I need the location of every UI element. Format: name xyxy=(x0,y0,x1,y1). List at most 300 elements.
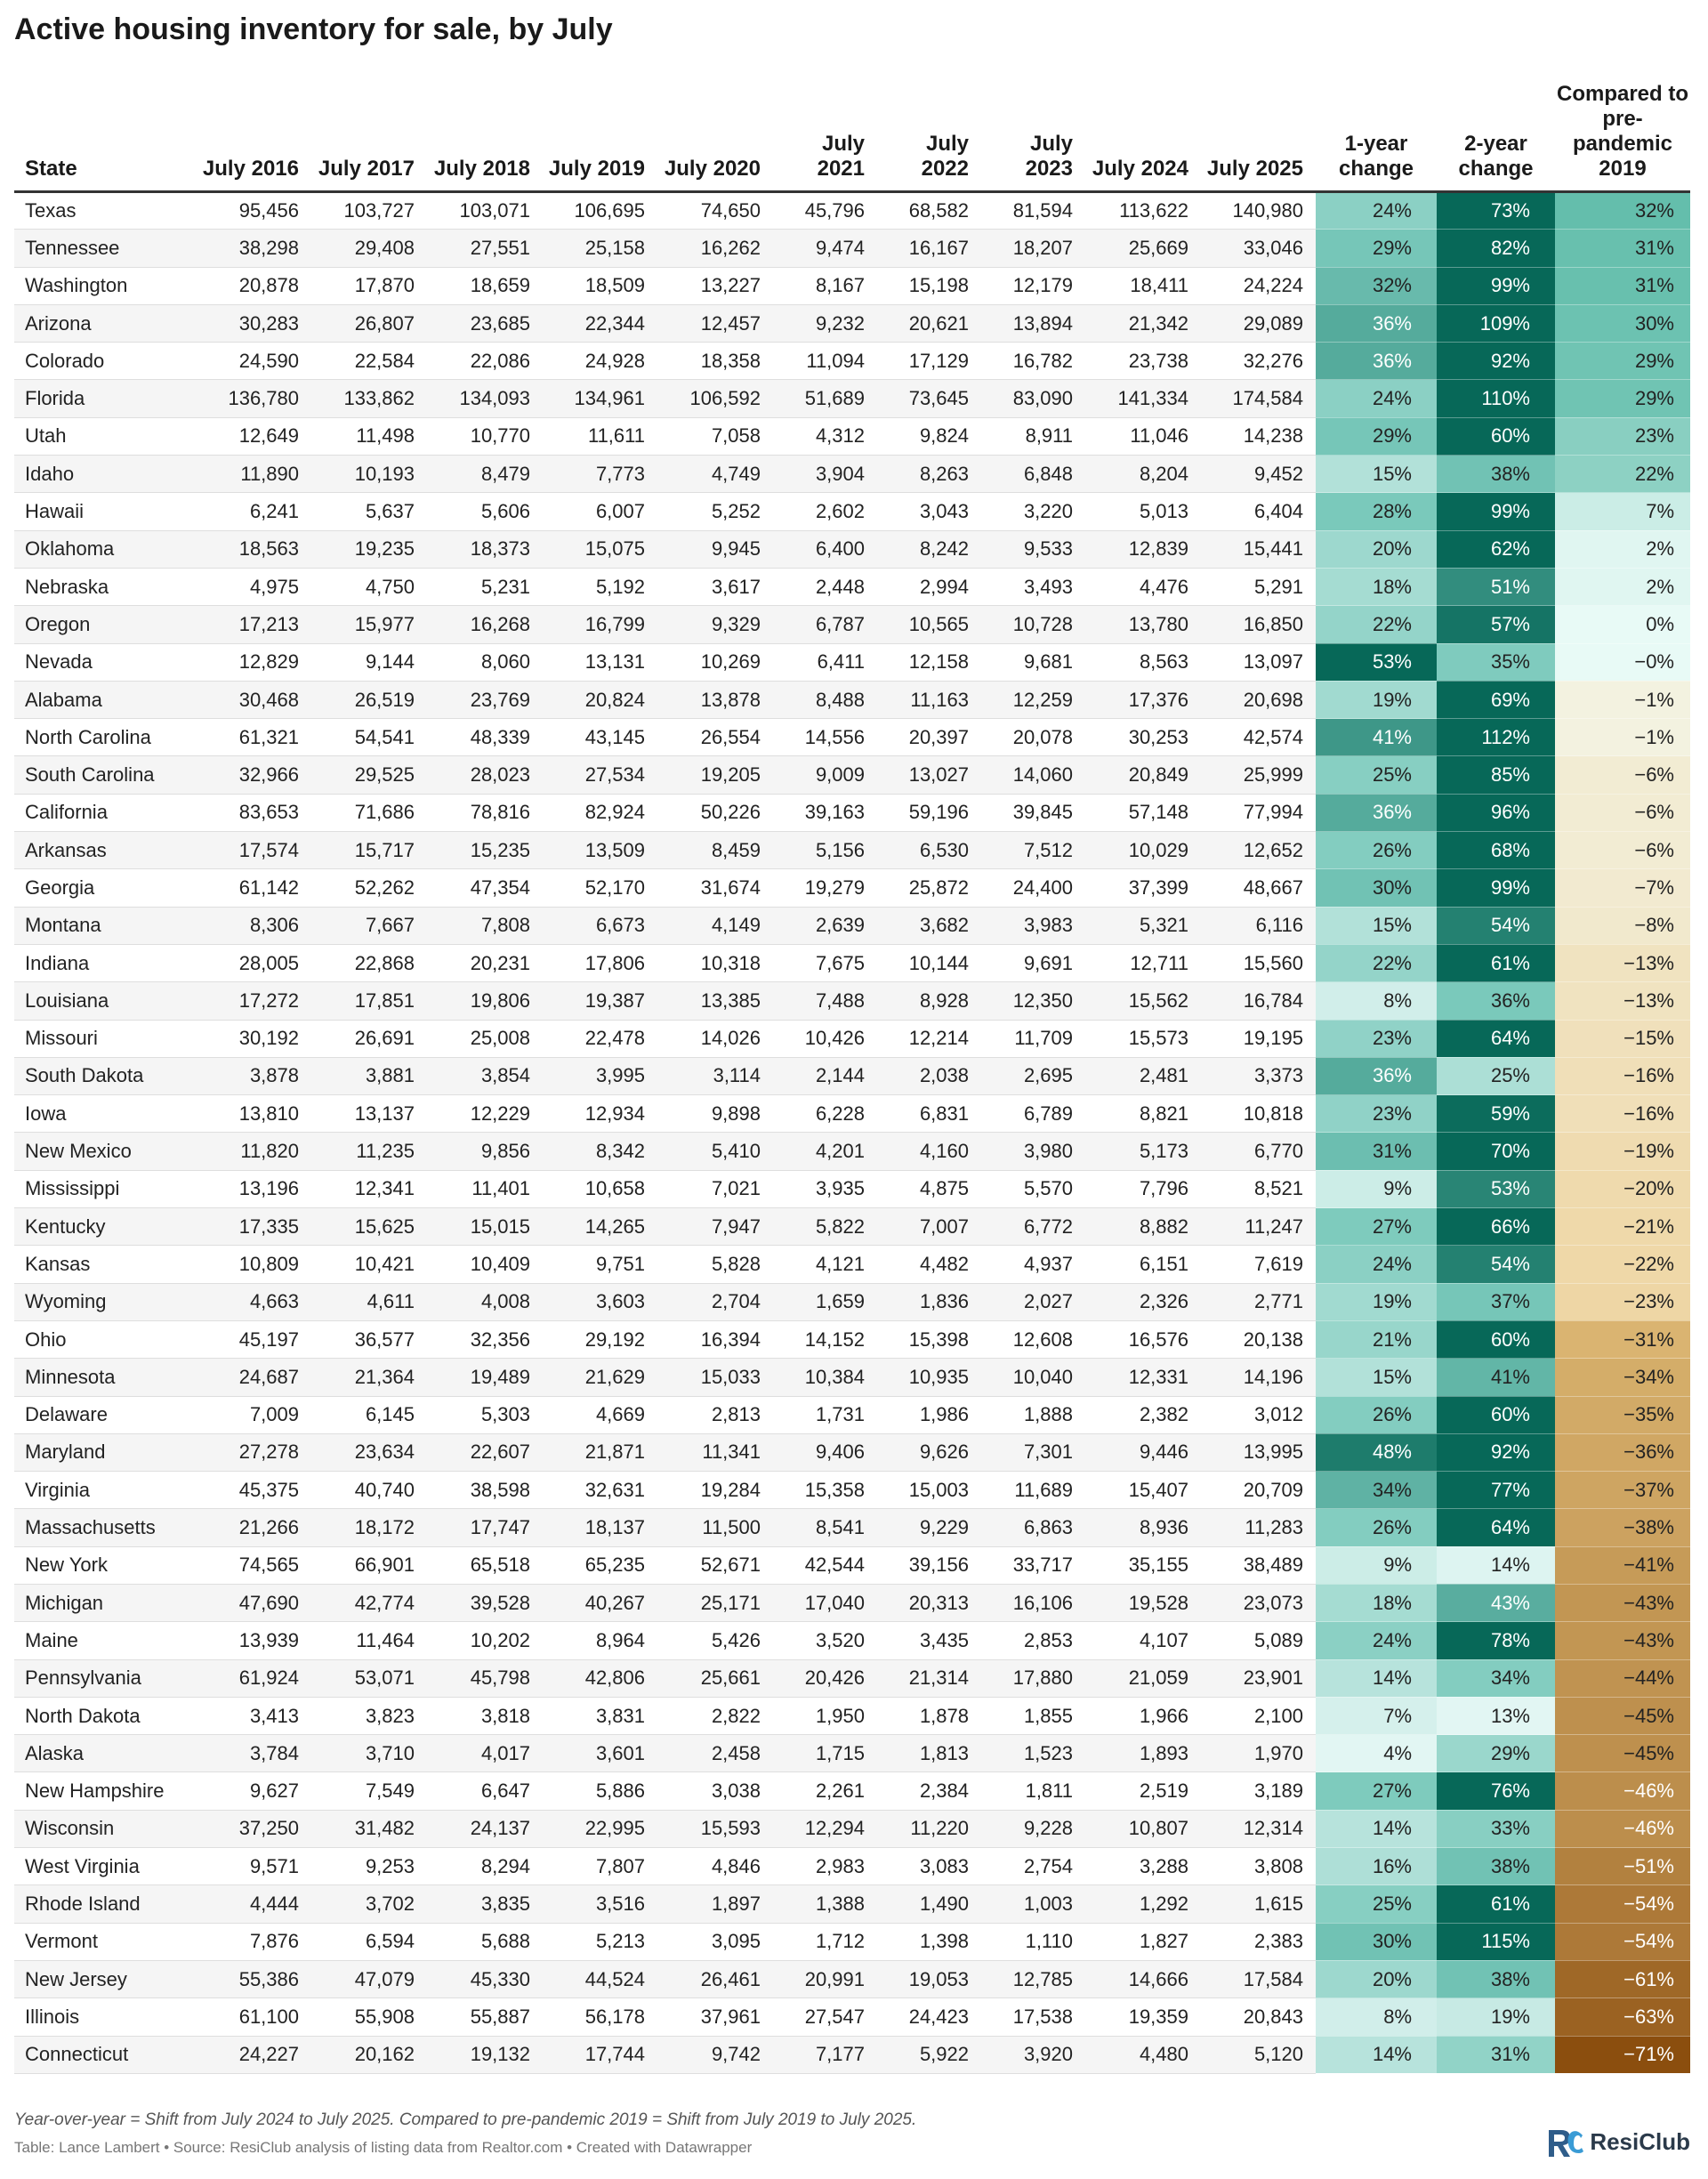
inventory-value-cell: 14,196 xyxy=(1201,1359,1316,1396)
one-year-change-cell: 19% xyxy=(1316,1283,1437,1320)
inventory-value-cell: 16,268 xyxy=(427,606,543,643)
inventory-value-cell: 13,385 xyxy=(657,982,773,1020)
inventory-value-cell: 11,464 xyxy=(311,1622,427,1659)
inventory-value-cell: 9,945 xyxy=(657,530,773,568)
two-year-change-cell: 61% xyxy=(1437,1885,1555,1923)
inventory-value-cell: 18,509 xyxy=(543,267,657,304)
inventory-value-cell: 2,822 xyxy=(657,1697,773,1734)
two-year-change-cell: 33% xyxy=(1437,1810,1555,1847)
inventory-value-cell: 45,798 xyxy=(427,1659,543,1697)
inventory-value-cell: 13,894 xyxy=(981,304,1085,342)
inventory-value-cell: 8,882 xyxy=(1085,1208,1201,1246)
inventory-value-cell: 13,509 xyxy=(543,832,657,869)
inventory-value-cell: 7,301 xyxy=(981,1433,1085,1471)
inventory-value-cell: 73,645 xyxy=(877,380,981,417)
inventory-value-cell: 5,688 xyxy=(427,1923,543,1960)
inventory-value-cell: 20,426 xyxy=(773,1659,877,1697)
inventory-value-cell: 9,751 xyxy=(543,1246,657,1283)
inventory-value-cell: 12,214 xyxy=(877,1020,981,1057)
inventory-value-cell: 5,252 xyxy=(657,493,773,530)
state-cell: Wisconsin xyxy=(14,1810,199,1847)
state-cell: Colorado xyxy=(14,343,199,380)
inventory-value-cell: 11,283 xyxy=(1201,1509,1316,1546)
inventory-value-cell: 5,606 xyxy=(427,493,543,530)
one-year-change-cell: 29% xyxy=(1316,230,1437,267)
inventory-value-cell: 38,489 xyxy=(1201,1546,1316,1584)
inventory-value-cell: 16,394 xyxy=(657,1320,773,1358)
pre-pandemic-change-cell: −45% xyxy=(1555,1735,1690,1772)
pre-pandemic-change-cell: −35% xyxy=(1555,1396,1690,1433)
inventory-value-cell: 19,387 xyxy=(543,982,657,1020)
inventory-value-cell: 11,247 xyxy=(1201,1208,1316,1246)
inventory-value-cell: 1,888 xyxy=(981,1396,1085,1433)
table-row xyxy=(14,2036,1690,2073)
two-year-change-cell: 54% xyxy=(1437,1246,1555,1283)
inventory-value-cell: 3,983 xyxy=(981,907,1085,944)
inventory-value-cell: 14,265 xyxy=(543,1208,657,1246)
column-header: July 2020 xyxy=(657,82,773,192)
pre-pandemic-change-cell: 7% xyxy=(1555,493,1690,530)
inventory-value-cell: 23,073 xyxy=(1201,1584,1316,1621)
inventory-value-cell: 1,836 xyxy=(877,1283,981,1320)
inventory-value-cell: 8,242 xyxy=(877,530,981,568)
inventory-value-cell: 28,005 xyxy=(199,944,311,981)
state-cell: North Dakota xyxy=(14,1697,199,1734)
table-row xyxy=(14,1923,1690,1960)
column-header: 1-year change xyxy=(1316,82,1437,192)
inventory-value-cell: 6,770 xyxy=(1201,1133,1316,1170)
state-cell: Kentucky xyxy=(14,1208,199,1246)
page-title: Active housing inventory for sale, by July xyxy=(14,12,613,46)
column-header: July 2018 xyxy=(427,82,543,192)
inventory-value-cell: 12,179 xyxy=(981,267,1085,304)
inventory-value-cell: 24,224 xyxy=(1201,267,1316,304)
inventory-value-cell: 10,770 xyxy=(427,417,543,455)
inventory-value-cell: 4,444 xyxy=(199,1885,311,1923)
two-year-change-cell: 36% xyxy=(1437,982,1555,1020)
inventory-value-cell: 33,717 xyxy=(981,1546,1085,1584)
inventory-value-cell: 174,584 xyxy=(1201,380,1316,417)
inventory-value-cell: 1,878 xyxy=(877,1697,981,1734)
inventory-value-cell: 8,263 xyxy=(877,456,981,493)
one-year-change-cell: 27% xyxy=(1316,1208,1437,1246)
inventory-value-cell: 3,784 xyxy=(199,1735,311,1772)
inventory-value-cell: 17,870 xyxy=(311,267,427,304)
inventory-value-cell: 1,523 xyxy=(981,1735,1085,1772)
inventory-value-cell: 15,562 xyxy=(1085,982,1201,1020)
two-year-change-cell: 109% xyxy=(1437,304,1555,342)
table-row xyxy=(14,869,1690,907)
one-year-change-cell: 22% xyxy=(1316,606,1437,643)
inventory-value-cell: 30,468 xyxy=(199,681,311,718)
state-cell: Hawaii xyxy=(14,493,199,530)
one-year-change-cell: 26% xyxy=(1316,832,1437,869)
inventory-value-cell: 17,040 xyxy=(773,1584,877,1621)
two-year-change-cell: 96% xyxy=(1437,794,1555,831)
inventory-value-cell: 9,406 xyxy=(773,1433,877,1471)
inventory-value-cell: 16,782 xyxy=(981,343,1085,380)
inventory-value-cell: 23,738 xyxy=(1085,343,1201,380)
inventory-value-cell: 20,709 xyxy=(1201,1472,1316,1509)
inventory-value-cell: 16,850 xyxy=(1201,606,1316,643)
inventory-value-cell: 11,820 xyxy=(199,1133,311,1170)
inventory-value-cell: 21,342 xyxy=(1085,304,1201,342)
state-cell: Tennessee xyxy=(14,230,199,267)
state-cell: New Hampshire xyxy=(14,1772,199,1810)
pre-pandemic-change-cell: −0% xyxy=(1555,643,1690,681)
inventory-value-cell: 12,158 xyxy=(877,643,981,681)
inventory-value-cell: 26,461 xyxy=(657,1960,773,1997)
one-year-change-cell: 8% xyxy=(1316,1998,1437,2036)
pre-pandemic-change-cell: 0% xyxy=(1555,606,1690,643)
state-cell: Michigan xyxy=(14,1584,199,1621)
two-year-change-cell: 53% xyxy=(1437,1170,1555,1207)
one-year-change-cell: 18% xyxy=(1316,1584,1437,1621)
two-year-change-cell: 78% xyxy=(1437,1622,1555,1659)
inventory-value-cell: 33,046 xyxy=(1201,230,1316,267)
inventory-value-cell: 8,821 xyxy=(1085,1095,1201,1133)
inventory-value-cell: 11,094 xyxy=(773,343,877,380)
inventory-value-cell: 3,617 xyxy=(657,568,773,605)
inventory-value-cell: 106,695 xyxy=(543,192,657,230)
inventory-value-cell: 43,145 xyxy=(543,719,657,756)
inventory-value-cell: 13,027 xyxy=(877,756,981,794)
inventory-value-cell: 6,647 xyxy=(427,1772,543,1810)
one-year-change-cell: 30% xyxy=(1316,869,1437,907)
inventory-value-cell: 1,398 xyxy=(877,1923,981,1960)
column-header: Compared to pre-pandemic 2019 xyxy=(1555,82,1690,192)
inventory-value-cell: 4,312 xyxy=(773,417,877,455)
inventory-value-cell: 42,574 xyxy=(1201,719,1316,756)
inventory-value-cell: 25,872 xyxy=(877,869,981,907)
one-year-change-cell: 22% xyxy=(1316,944,1437,981)
inventory-value-cell: 4,480 xyxy=(1085,2036,1201,2073)
column-header: July 2025 xyxy=(1201,82,1316,192)
state-cell: Iowa xyxy=(14,1095,199,1133)
table-row xyxy=(14,343,1690,380)
table-row xyxy=(14,493,1690,530)
inventory-value-cell: 16,799 xyxy=(543,606,657,643)
state-cell: Missouri xyxy=(14,1020,199,1057)
state-cell: Alaska xyxy=(14,1735,199,1772)
one-year-change-cell: 27% xyxy=(1316,1772,1437,1810)
inventory-value-cell: 20,824 xyxy=(543,681,657,718)
inventory-value-cell: 55,908 xyxy=(311,1998,427,2036)
inventory-value-cell: 8,060 xyxy=(427,643,543,681)
one-year-change-cell: 20% xyxy=(1316,1960,1437,1997)
two-year-change-cell: 38% xyxy=(1437,456,1555,493)
inventory-value-cell: 6,789 xyxy=(981,1095,1085,1133)
inventory-value-cell: 68,582 xyxy=(877,192,981,230)
state-cell: Ohio xyxy=(14,1320,199,1358)
state-cell: Illinois xyxy=(14,1998,199,2036)
inventory-value-cell: 5,192 xyxy=(543,568,657,605)
table-row xyxy=(14,380,1690,417)
inventory-value-cell: 4,937 xyxy=(981,1246,1085,1283)
inventory-value-cell: 9,681 xyxy=(981,643,1085,681)
inventory-value-cell: 6,007 xyxy=(543,493,657,530)
one-year-change-cell: 20% xyxy=(1316,530,1437,568)
pre-pandemic-change-cell: −6% xyxy=(1555,794,1690,831)
inventory-value-cell: 11,689 xyxy=(981,1472,1085,1509)
inventory-value-cell: 23,769 xyxy=(427,681,543,718)
inventory-value-cell: 16,576 xyxy=(1085,1320,1201,1358)
inventory-value-cell: 52,170 xyxy=(543,869,657,907)
inventory-value-cell: 9,571 xyxy=(199,1848,311,1885)
inventory-value-cell: 22,478 xyxy=(543,1020,657,1057)
inventory-value-cell: 15,015 xyxy=(427,1208,543,1246)
inventory-value-cell: 5,321 xyxy=(1085,907,1201,944)
inventory-value-cell: 55,386 xyxy=(199,1960,311,1997)
inventory-value-cell: 3,920 xyxy=(981,2036,1085,2073)
inventory-value-cell: 44,524 xyxy=(543,1960,657,1997)
inventory-value-cell: 9,626 xyxy=(877,1433,981,1471)
inventory-value-cell: 10,202 xyxy=(427,1622,543,1659)
two-year-change-cell: 13% xyxy=(1437,1697,1555,1734)
inventory-value-cell: 20,138 xyxy=(1201,1320,1316,1358)
inventory-value-cell: 7,009 xyxy=(199,1396,311,1433)
state-cell: New York xyxy=(14,1546,199,1584)
inventory-value-cell: 83,653 xyxy=(199,794,311,831)
inventory-value-cell: 20,231 xyxy=(427,944,543,981)
inventory-value-cell: 38,598 xyxy=(427,1472,543,1509)
inventory-value-cell: 6,673 xyxy=(543,907,657,944)
inventory-value-cell: 20,078 xyxy=(981,719,1085,756)
inventory-value-cell: 103,727 xyxy=(311,192,427,230)
two-year-change-cell: 41% xyxy=(1437,1359,1555,1396)
inventory-value-cell: 13,810 xyxy=(199,1095,311,1133)
state-cell: Arizona xyxy=(14,304,199,342)
pre-pandemic-change-cell: 2% xyxy=(1555,530,1690,568)
state-cell: South Dakota xyxy=(14,1057,199,1094)
inventory-value-cell: 48,667 xyxy=(1201,869,1316,907)
inventory-value-cell: 12,259 xyxy=(981,681,1085,718)
inventory-value-cell: 3,038 xyxy=(657,1772,773,1810)
inventory-value-cell: 5,426 xyxy=(657,1622,773,1659)
inventory-value-cell: 7,947 xyxy=(657,1208,773,1246)
inventory-value-cell: 20,162 xyxy=(311,2036,427,2073)
two-year-change-cell: 70% xyxy=(1437,1133,1555,1170)
inventory-value-cell: 61,100 xyxy=(199,1998,311,2036)
inventory-value-cell: 134,093 xyxy=(427,380,543,417)
state-cell: Nevada xyxy=(14,643,199,681)
state-cell: Rhode Island xyxy=(14,1885,199,1923)
inventory-value-cell: 3,818 xyxy=(427,1697,543,1734)
one-year-change-cell: 9% xyxy=(1316,1170,1437,1207)
column-header: July 2024 xyxy=(1085,82,1201,192)
inventory-value-cell: 10,935 xyxy=(877,1359,981,1396)
inventory-value-cell: 45,796 xyxy=(773,192,877,230)
pre-pandemic-change-cell: −6% xyxy=(1555,756,1690,794)
inventory-value-cell: 10,029 xyxy=(1085,832,1201,869)
inventory-value-cell: 7,058 xyxy=(657,417,773,455)
inventory-value-cell: 83,090 xyxy=(981,380,1085,417)
pre-pandemic-change-cell: −71% xyxy=(1555,2036,1690,2073)
inventory-value-cell: 2,983 xyxy=(773,1848,877,1885)
inventory-value-cell: 1,966 xyxy=(1085,1697,1201,1734)
inventory-value-cell: 30,192 xyxy=(199,1020,311,1057)
inventory-value-cell: 10,426 xyxy=(773,1020,877,1057)
inventory-value-cell: 21,871 xyxy=(543,1433,657,1471)
two-year-change-cell: 68% xyxy=(1437,832,1555,869)
inventory-value-cell: 81,594 xyxy=(981,192,1085,230)
inventory-value-cell: 14,060 xyxy=(981,756,1085,794)
two-year-change-cell: 85% xyxy=(1437,756,1555,794)
inventory-value-cell: 2,384 xyxy=(877,1772,981,1810)
inventory-value-cell: 3,189 xyxy=(1201,1772,1316,1810)
inventory-value-cell: 103,071 xyxy=(427,192,543,230)
inventory-value-cell: 12,331 xyxy=(1085,1359,1201,1396)
inventory-value-cell: 2,326 xyxy=(1085,1283,1201,1320)
inventory-value-cell: 7,549 xyxy=(311,1772,427,1810)
inventory-value-cell: 1,950 xyxy=(773,1697,877,1734)
inventory-value-cell: 3,288 xyxy=(1085,1848,1201,1885)
inventory-value-cell: 10,040 xyxy=(981,1359,1085,1396)
inventory-value-cell: 17,129 xyxy=(877,343,981,380)
inventory-value-cell: 9,009 xyxy=(773,756,877,794)
one-year-change-cell: 21% xyxy=(1316,1320,1437,1358)
state-cell: Oregon xyxy=(14,606,199,643)
one-year-change-cell: 14% xyxy=(1316,1659,1437,1697)
inventory-value-cell: 9,253 xyxy=(311,1848,427,1885)
inventory-value-cell: 8,167 xyxy=(773,267,877,304)
inventory-value-cell: 5,410 xyxy=(657,1133,773,1170)
table-row xyxy=(14,1735,1690,1772)
pre-pandemic-change-cell: −1% xyxy=(1555,719,1690,756)
inventory-value-cell: 74,650 xyxy=(657,192,773,230)
inventory-value-cell: 10,807 xyxy=(1085,1810,1201,1847)
inventory-value-cell: 1,986 xyxy=(877,1396,981,1433)
footnote: Year-over-year = Shift from July 2024 to July 2025. Compared to pre-pandemic 2019 = Shift from July 2019 to July 2025. xyxy=(14,2110,917,2129)
table-row xyxy=(14,1659,1690,1697)
inventory-value-cell: 6,411 xyxy=(773,643,877,681)
two-year-change-cell: 29% xyxy=(1437,1735,1555,1772)
one-year-change-cell: 23% xyxy=(1316,1095,1437,1133)
inventory-value-cell: 140,980 xyxy=(1201,192,1316,230)
inventory-value-cell: 19,132 xyxy=(427,2036,543,2073)
inventory-value-cell: 1,712 xyxy=(773,1923,877,1960)
inventory-value-cell: 12,314 xyxy=(1201,1810,1316,1847)
inventory-value-cell: 4,975 xyxy=(199,568,311,605)
table-row xyxy=(14,1283,1690,1320)
two-year-change-cell: 61% xyxy=(1437,944,1555,981)
state-cell: New Mexico xyxy=(14,1133,199,1170)
inventory-value-cell: 7,007 xyxy=(877,1208,981,1246)
inventory-value-cell: 42,544 xyxy=(773,1546,877,1584)
one-year-change-cell: 32% xyxy=(1316,267,1437,304)
table-row xyxy=(14,1472,1690,1509)
pre-pandemic-change-cell: −8% xyxy=(1555,907,1690,944)
inventory-value-cell: 6,400 xyxy=(773,530,877,568)
inventory-value-cell: 1,003 xyxy=(981,1885,1085,1923)
inventory-table xyxy=(14,82,1690,2074)
inventory-value-cell: 15,003 xyxy=(877,1472,981,1509)
inventory-value-cell: 37,399 xyxy=(1085,869,1201,907)
two-year-change-cell: 35% xyxy=(1437,643,1555,681)
inventory-value-cell: 16,167 xyxy=(877,230,981,267)
inventory-value-cell: 1,827 xyxy=(1085,1923,1201,1960)
inventory-value-cell: 3,935 xyxy=(773,1170,877,1207)
inventory-value-cell: 32,966 xyxy=(199,756,311,794)
one-year-change-cell: 25% xyxy=(1316,756,1437,794)
two-year-change-cell: 60% xyxy=(1437,1320,1555,1358)
inventory-value-cell: 55,887 xyxy=(427,1998,543,2036)
pre-pandemic-change-cell: 23% xyxy=(1555,417,1690,455)
table-row xyxy=(14,1246,1690,1283)
inventory-value-cell: 19,284 xyxy=(657,1472,773,1509)
inventory-value-cell: 5,922 xyxy=(877,2036,981,2073)
pre-pandemic-change-cell: −7% xyxy=(1555,869,1690,907)
inventory-value-cell: 16,784 xyxy=(1201,982,1316,1020)
inventory-value-cell: 4,201 xyxy=(773,1133,877,1170)
inventory-value-cell: 3,702 xyxy=(311,1885,427,1923)
inventory-value-cell: 17,213 xyxy=(199,606,311,643)
inventory-value-cell: 10,409 xyxy=(427,1246,543,1283)
pre-pandemic-change-cell: −15% xyxy=(1555,1020,1690,1057)
inventory-value-cell: 26,554 xyxy=(657,719,773,756)
inventory-value-cell: 18,172 xyxy=(311,1509,427,1546)
inventory-value-cell: 26,691 xyxy=(311,1020,427,1057)
table-row xyxy=(14,1433,1690,1471)
inventory-value-cell: 27,547 xyxy=(773,1998,877,2036)
inventory-value-cell: 13,097 xyxy=(1201,643,1316,681)
inventory-value-cell: 2,382 xyxy=(1085,1396,1201,1433)
inventory-value-cell: 13,995 xyxy=(1201,1433,1316,1471)
inventory-value-cell: 21,059 xyxy=(1085,1659,1201,1697)
inventory-value-cell: 9,329 xyxy=(657,606,773,643)
inventory-value-cell: 3,413 xyxy=(199,1697,311,1734)
inventory-value-cell: 8,342 xyxy=(543,1133,657,1170)
one-year-change-cell: 29% xyxy=(1316,417,1437,455)
inventory-value-cell: 51,689 xyxy=(773,380,877,417)
inventory-value-cell: 11,046 xyxy=(1085,417,1201,455)
one-year-change-cell: 14% xyxy=(1316,2036,1437,2073)
inventory-value-cell: 1,490 xyxy=(877,1885,981,1923)
two-year-change-cell: 59% xyxy=(1437,1095,1555,1133)
inventory-value-cell: 9,533 xyxy=(981,530,1085,568)
inventory-value-cell: 8,204 xyxy=(1085,456,1201,493)
inventory-value-cell: 7,177 xyxy=(773,2036,877,2073)
inventory-value-cell: 2,519 xyxy=(1085,1772,1201,1810)
table-row xyxy=(14,530,1690,568)
inventory-value-cell: 10,421 xyxy=(311,1246,427,1283)
inventory-value-cell: 3,520 xyxy=(773,1622,877,1659)
inventory-value-cell: 2,027 xyxy=(981,1283,1085,1320)
state-cell: Vermont xyxy=(14,1923,199,1960)
inventory-value-cell: 8,479 xyxy=(427,456,543,493)
inventory-value-cell: 18,563 xyxy=(199,530,311,568)
inventory-value-cell: 22,344 xyxy=(543,304,657,342)
inventory-value-cell: 6,530 xyxy=(877,832,981,869)
inventory-value-cell: 29,089 xyxy=(1201,304,1316,342)
table-row xyxy=(14,907,1690,944)
inventory-value-cell: 6,594 xyxy=(311,1923,427,1960)
inventory-value-cell: 3,808 xyxy=(1201,1848,1316,1885)
two-year-change-cell: 115% xyxy=(1437,1923,1555,1960)
inventory-value-cell: 4,875 xyxy=(877,1170,981,1207)
inventory-value-cell: 1,897 xyxy=(657,1885,773,1923)
pre-pandemic-change-cell: −16% xyxy=(1555,1095,1690,1133)
table-row xyxy=(14,1584,1690,1621)
inventory-value-cell: 11,341 xyxy=(657,1433,773,1471)
two-year-change-cell: 60% xyxy=(1437,1396,1555,1433)
state-cell: Arkansas xyxy=(14,832,199,869)
table-row xyxy=(14,982,1690,1020)
two-year-change-cell: 92% xyxy=(1437,343,1555,380)
two-year-change-cell: 62% xyxy=(1437,530,1555,568)
state-cell: Maine xyxy=(14,1622,199,1659)
inventory-value-cell: 3,831 xyxy=(543,1697,657,1734)
